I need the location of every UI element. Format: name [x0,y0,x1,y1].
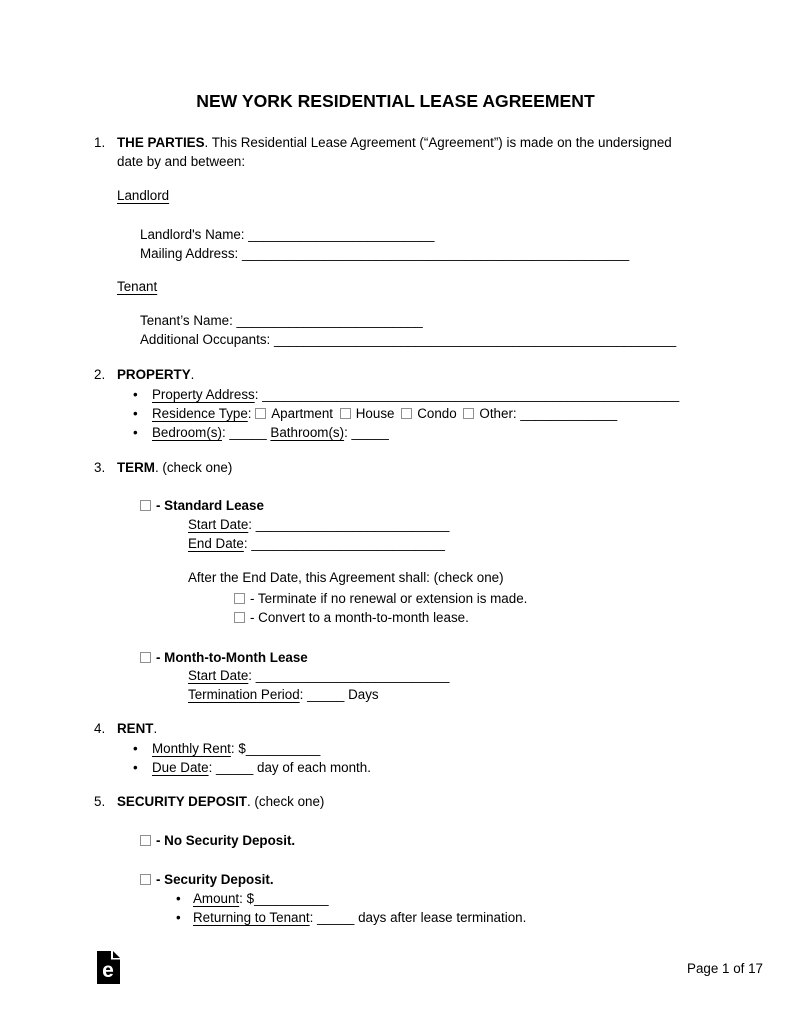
deposit-amount-label: Amount [193,891,240,906]
due-date-line [133,758,371,777]
section-rent-heading-line [94,719,157,738]
deposit-amount-line [176,889,329,908]
month-to-month-label: - Month-to-Month Lease [156,650,308,665]
bullet-icon: • [176,891,181,906]
colon: : [247,406,252,421]
tenant-name-line [140,311,423,330]
standard-lease-line [140,496,264,515]
section-term-after: . (check one) [154,460,233,475]
page-number: Page 1 of 17 [687,961,763,976]
colon: : [230,741,235,756]
landlord-heading: Landlord [117,188,170,203]
mailing-address-label: Mailing Address: [140,246,239,261]
additional-occupants-label: Additional Occupants: [140,332,271,347]
tenant-heading: Tenant [117,279,158,294]
no-deposit-label: - No Security Deposit. [156,833,296,848]
deposit-return-line [176,908,526,927]
mailing-address-line [140,244,629,263]
end-date-label: End Date [188,536,244,551]
additional-occupants-line [140,330,676,349]
tenant-heading-line [117,277,157,296]
residence-type-line [133,404,617,423]
section-property-after: . [190,367,195,382]
convert-option-checkbox[interactable] [234,612,245,623]
start-date-label: Start Date [188,517,249,532]
landlord-name-label: Landlord's Name: [140,227,245,242]
section-rent-heading: RENT [117,721,154,736]
termination-period-line [188,685,379,704]
deposit-return-suffix: days after lease termination. [358,910,527,925]
security-deposit-line [140,870,274,889]
monthly-rent-line [133,739,320,758]
deposit-amount-blank[interactable]: $__________ [246,891,329,906]
section-term-heading: TERM [117,460,155,475]
tenant-name-label: Tenant’s Name: [140,313,233,328]
terminate-option-line [234,589,527,608]
standard-lease-label: - Standard Lease [156,498,264,513]
terminate-option-checkbox[interactable] [234,593,245,604]
landlord-name-blank[interactable]: _________________________ [248,227,435,242]
eforms-logo [97,951,120,989]
security-deposit-checkbox[interactable] [140,874,151,885]
colon: : [243,536,248,551]
no-deposit-checkbox[interactable] [140,835,151,846]
bullet-icon: • [133,425,138,440]
section-parties-body: . This Residential Lease Agreement (“Agreement”) is made on the undersigned date by and between: [117,135,672,169]
termination-period-blank[interactable]: _____ [307,687,345,702]
condo-checkbox[interactable] [401,408,412,419]
mailing-address-blank[interactable]: ____________________________________________________ [241,246,630,261]
end-date-blank[interactable]: __________________________ [251,536,445,551]
bedrooms-label: Bedroom(s) [152,425,222,440]
bedrooms-blank[interactable]: _____ [229,425,267,440]
standard-lease-checkbox[interactable] [140,500,151,511]
due-date-blank[interactable]: _____ [216,760,254,775]
condo-option-label: Condo [417,406,457,421]
bullet-icon: • [133,406,138,421]
bullet-icon: • [133,741,138,756]
landlord-heading-line [117,186,169,205]
no-deposit-line [140,831,295,850]
section-deposit-number: 5. [94,794,106,809]
colon: : [248,517,253,532]
property-address-blank[interactable]: ________________________________________________________ [262,387,680,402]
colon: : [254,387,259,402]
standard-end-date-line [188,534,445,553]
page-title: NEW YORK RESIDENTIAL LEASE AGREEMENT [196,91,595,111]
section-deposit-heading: SECURITY DEPOSIT [117,794,247,809]
apartment-option-label: Apartment [271,406,334,421]
section-rent-after: . [153,721,158,736]
other-checkbox[interactable] [463,408,474,419]
apartment-checkbox[interactable] [255,408,266,419]
section-deposit-heading-line [94,792,324,811]
security-deposit-label: - Security Deposit. [156,872,274,887]
colon: : [299,687,304,702]
section-property-heading-line [94,365,194,384]
bathrooms-blank[interactable]: _____ [351,425,389,440]
colon: : [309,910,314,925]
termination-period-suffix: Days [348,687,379,702]
month-to-month-line [140,648,308,667]
section-parties [94,133,679,171]
property-address-line [133,385,679,404]
other-option-label: Other: [479,406,517,421]
month-to-month-checkbox[interactable] [140,652,151,663]
section-property-number: 2. [94,367,106,382]
bullet-icon: • [133,760,138,775]
terminate-option-label: - Terminate if no renewal or extension is made. [250,591,528,606]
bedrooms-bathrooms-line [133,423,389,442]
house-option-label: House [355,406,395,421]
logo-letter: e [102,959,114,982]
colon: : [248,668,253,683]
colon: : [239,891,243,906]
start-date-blank[interactable]: __________________________ [255,517,450,532]
bullet-icon: • [176,910,181,925]
residence-type-label: Residence Type [152,406,248,421]
due-date-suffix: day of each month. [257,760,371,775]
document-icon [97,951,120,984]
renewal-prompt: After the End Date, this Agreement shall: (check one) [188,570,504,585]
house-checkbox[interactable] [340,408,351,419]
section-property-heading: PROPERTY [117,367,191,382]
section-term-heading-line [94,458,232,477]
deposit-return-label: Returning to Tenant [193,910,310,925]
section-parties-heading: THE PARTIES [117,135,205,150]
colon: : [221,425,226,440]
termination-period-label: Termination Period [188,687,300,702]
deposit-return-blank[interactable]: _____ [317,910,355,925]
property-address-label: Property Address [152,387,255,402]
mtm-start-date-blank[interactable]: __________________________ [255,668,450,683]
mtm-start-date-label: Start Date [188,668,249,683]
bathrooms-label: Bathroom(s) [270,425,345,440]
bullet-icon: • [133,387,138,402]
landlord-name-line [140,225,434,244]
convert-option-label: - Convert to a month-to-month lease. [250,610,469,625]
standard-start-date-line [188,515,449,534]
due-date-label: Due Date [152,760,209,775]
renewal-prompt-line [188,568,504,587]
other-blank[interactable]: _____________ [520,406,618,421]
section-rent-number: 4. [94,721,106,736]
additional-occupants-blank[interactable]: ______________________________________________________ [274,332,677,347]
mtm-start-date-line [188,666,449,685]
section-parties-number: 1. [94,135,106,150]
convert-option-line [234,608,469,627]
colon: : [208,760,213,775]
section-term-number: 3. [94,460,106,475]
tenant-name-blank[interactable]: _________________________ [236,313,423,328]
monthly-rent-blank[interactable]: $__________ [238,741,321,756]
monthly-rent-label: Monthly Rent [152,741,231,756]
section-deposit-after: . (check one) [246,794,325,809]
colon: : [344,425,348,440]
